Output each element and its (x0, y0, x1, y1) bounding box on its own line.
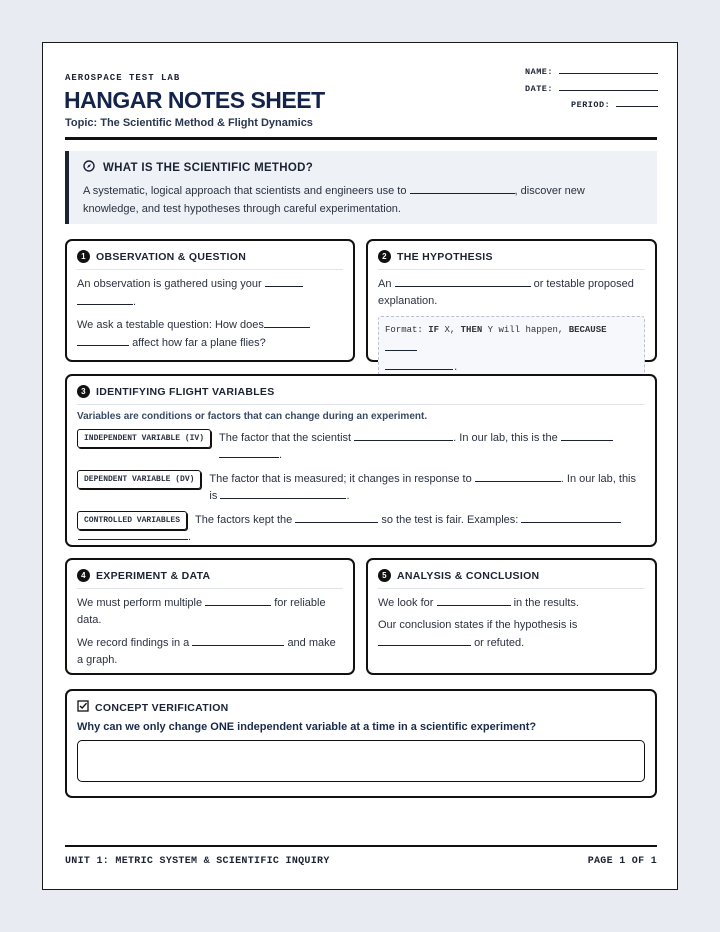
section-heading: THE HYPOTHESIS (397, 250, 493, 263)
intro-heading: WHAT IS THE SCIENTIFIC METHOD? (103, 161, 314, 174)
dv-row: DEPENDENT VARIABLE (DV) The factor that is measured; it changes in response to . In our lab, this is . (77, 470, 645, 504)
unit-label: UNIT 1: METRIC SYSTEM & SCIENTIFIC INQUIRY (65, 856, 330, 867)
dv-tag: DEPENDENT VARIABLE (DV) (77, 470, 201, 489)
verification-question: Why can we only change ONE independent variable at a time in a scientific experiment? (77, 721, 537, 733)
intro-text: A systematic, logical approach that scientists and engineers use to , discover new knowledge, and test hypotheses through careful experimentation. (83, 182, 643, 218)
date-blank[interactable] (559, 85, 658, 91)
name-field[interactable] (525, 67, 658, 77)
patterns-blank[interactable] (437, 594, 511, 606)
date-label: DATE: (525, 84, 554, 94)
date-field[interactable] (525, 84, 658, 94)
supported-blank[interactable] (378, 634, 471, 646)
iv-lab-blank-2[interactable] (219, 446, 279, 458)
cv-row: CONTROLLED VARIABLES The factors kept the so the test is fair. Examples: . (77, 511, 645, 545)
section-number: 4 (77, 569, 90, 582)
cv-examples-blank[interactable] (521, 511, 621, 523)
iv-tag: INDEPENDENT VARIABLE (IV) (77, 429, 211, 448)
because-blank[interactable] (385, 339, 417, 351)
cv-examples-blank-2[interactable] (78, 528, 188, 540)
because-blank-2[interactable] (385, 358, 453, 370)
section-variables (65, 374, 657, 547)
section-number: 5 (378, 569, 391, 582)
page-title: HANGAR NOTES SHEET (64, 87, 325, 113)
section-heading: EXPERIMENT & DATA (96, 569, 211, 582)
page-number: PAGE 1 OF 1 (587, 856, 657, 867)
dv-blank[interactable] (475, 470, 561, 482)
hypothesis-blank[interactable] (395, 275, 531, 287)
topic-subtitle: Topic: The Scientific Method & Flight Dynamics (65, 117, 313, 129)
concept-verification (65, 689, 657, 798)
variables-subtitle: Variables are conditions or factors that can change during an experiment. (77, 411, 428, 422)
section-heading: OBSERVATION & QUESTION (96, 250, 247, 263)
hypothesis-format-box: Format: IF X, THEN Y will happen, BECAUSE . (378, 316, 645, 383)
name-label: NAME: (525, 67, 554, 77)
period-field[interactable] (571, 100, 658, 110)
verification-heading: CONCEPT VERIFICATION (95, 701, 229, 714)
cv-blank[interactable] (295, 511, 378, 523)
checkbox-icon (77, 700, 89, 715)
question-blank[interactable] (264, 316, 310, 328)
section-number: 1 (77, 250, 90, 263)
iv-row: INDEPENDENT VARIABLE (IV) The factor that the scientist . In our lab, this is the . (77, 429, 645, 463)
worksheet-page (42, 42, 678, 890)
iv-blank[interactable] (354, 429, 453, 441)
section-analysis: 5 ANALYSIS & CONCLUSION We look for in the results. Our conclusion states if the hypothesis is or refuted. (366, 558, 657, 675)
compass-icon (83, 160, 95, 175)
dv-lab-blank[interactable] (220, 487, 346, 499)
table-blank[interactable] (192, 634, 284, 646)
question-blank-2[interactable] (77, 334, 129, 346)
lab-label: AEROSPACE TEST LAB (65, 73, 181, 83)
period-label: PERIOD: (571, 100, 611, 110)
name-blank[interactable] (559, 68, 658, 74)
header-divider (65, 137, 657, 140)
section-experiment: 4 EXPERIMENT & DATA We must perform multiple for reliable data. We record findings in a and make a graph. (65, 558, 355, 675)
trials-blank[interactable] (205, 594, 271, 606)
period-blank[interactable] (616, 101, 658, 107)
section-hypothesis: 2 THE HYPOTHESIS An or testable proposed explanation. Format: IF X, THEN Y will happen, BECAUSE . (366, 239, 657, 362)
footer (65, 845, 657, 867)
cv-tag: CONTROLLED VARIABLES (77, 511, 187, 530)
intro-blank[interactable] (410, 182, 515, 194)
section-number: 3 (77, 385, 90, 398)
section-number: 2 (378, 250, 391, 263)
section-heading: ANALYSIS & CONCLUSION (397, 569, 540, 582)
section-observation: 1 OBSERVATION & QUESTION An observation is gathered using your . We ask a testable question: How does affect how far a plane flies? (65, 239, 355, 362)
senses-blank-2[interactable] (77, 293, 133, 305)
section-heading: IDENTIFYING FLIGHT VARIABLES (96, 385, 275, 398)
iv-lab-blank[interactable] (561, 429, 613, 441)
intro-callout (65, 151, 657, 224)
answer-box[interactable] (77, 740, 645, 782)
senses-blank[interactable] (265, 275, 303, 287)
